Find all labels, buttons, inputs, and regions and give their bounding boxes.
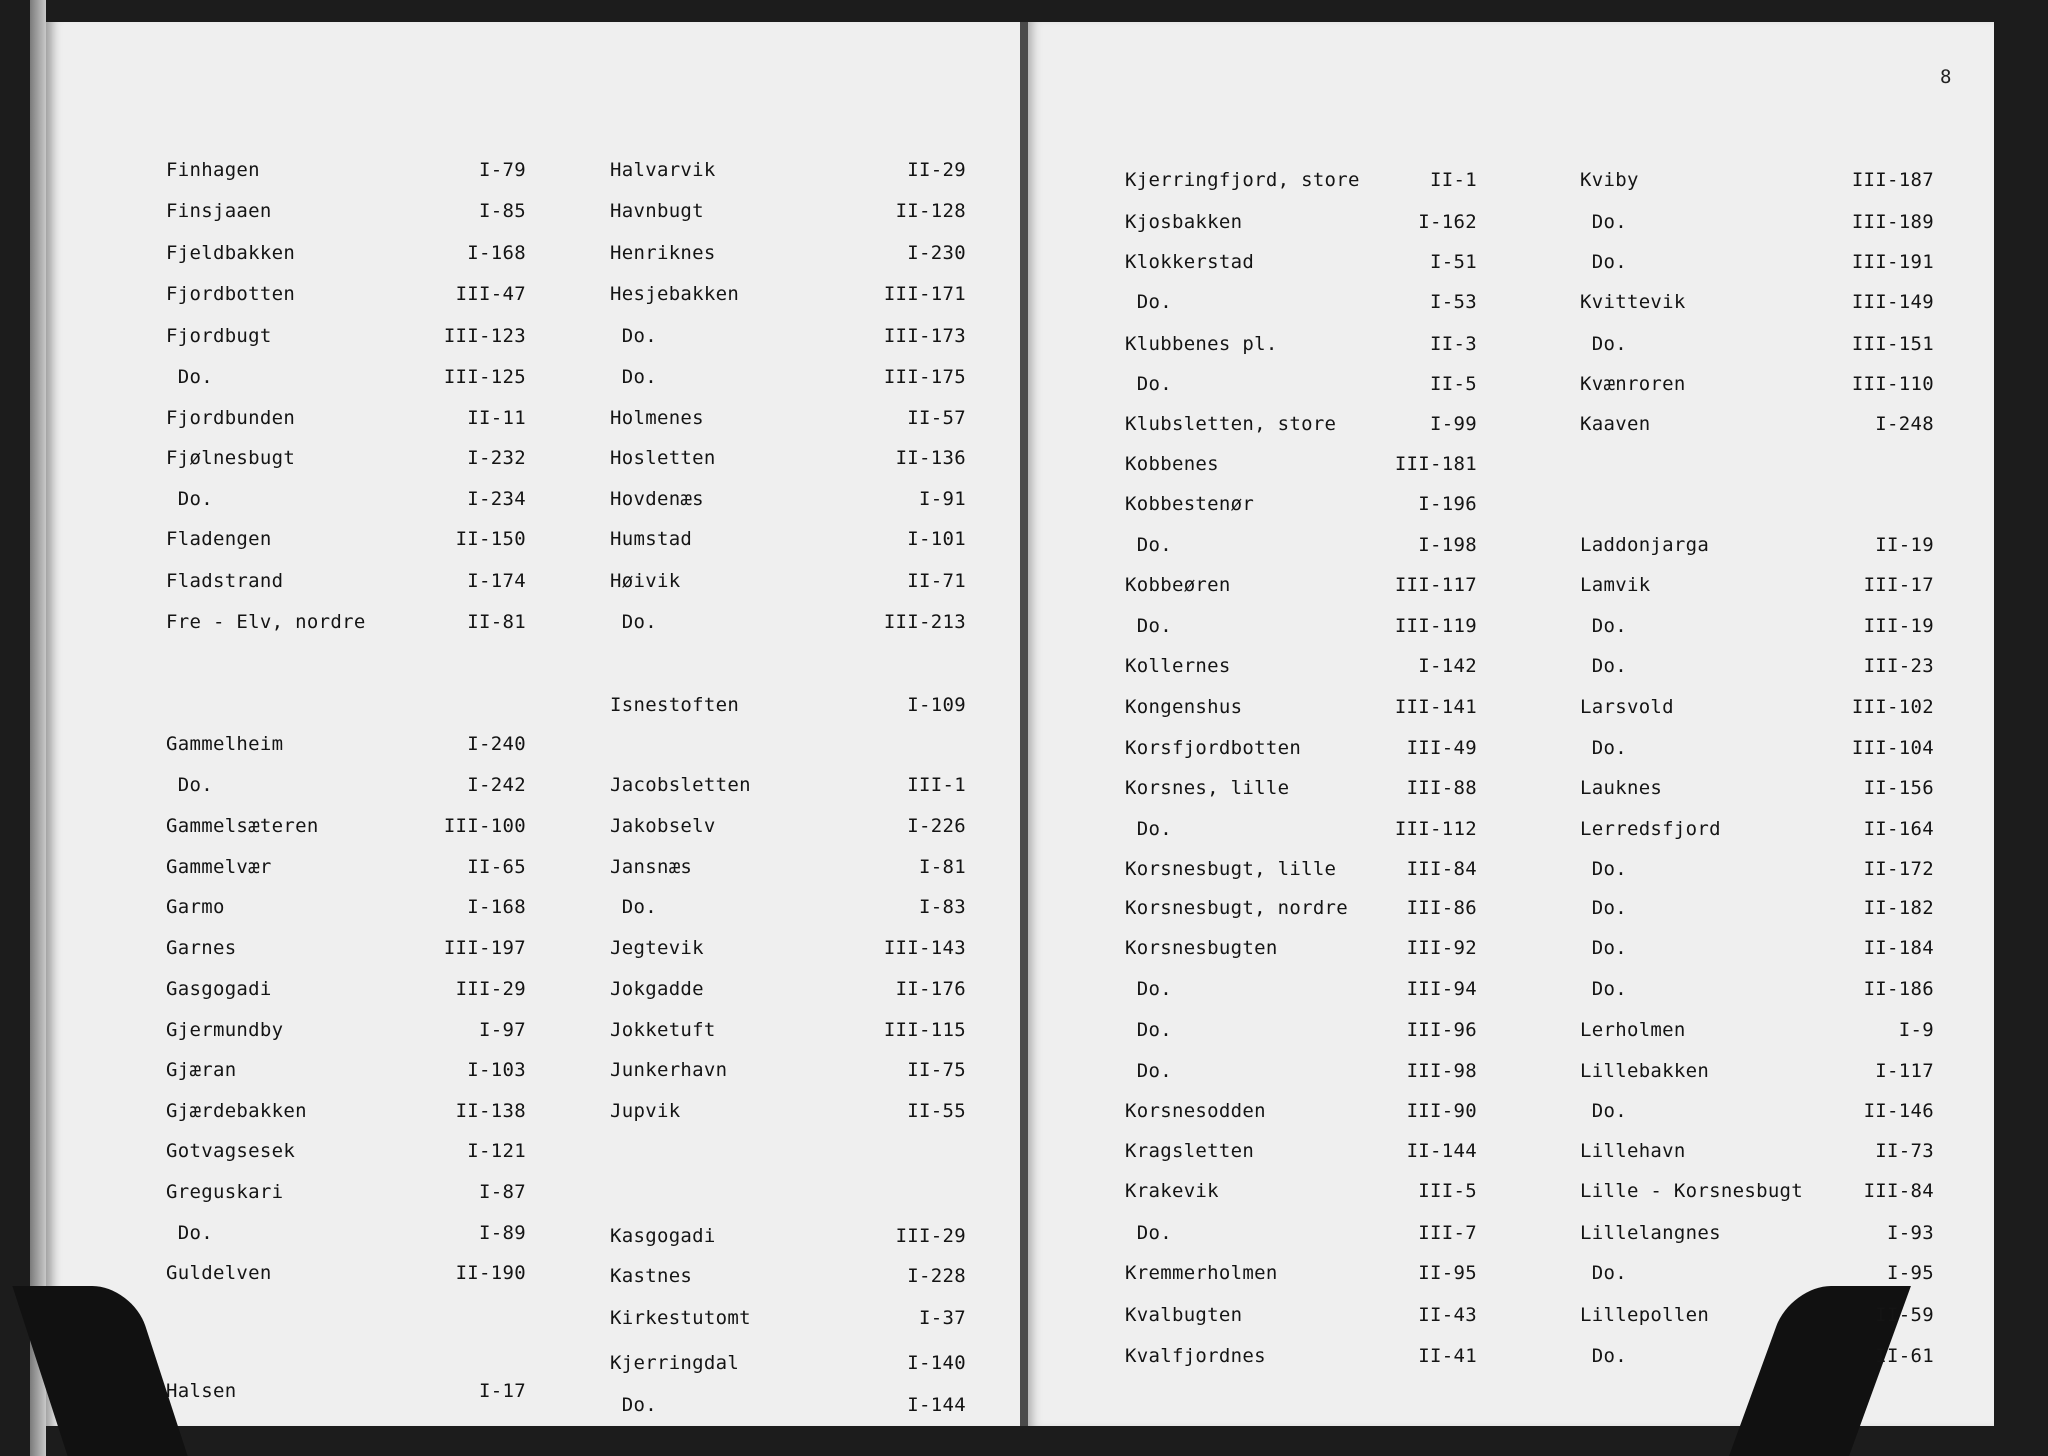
entry-name: Gammelheim [166, 733, 284, 755]
entry-reference: I-198 [1418, 534, 1477, 556]
entry-reference: III-19 [1863, 615, 1934, 637]
entry-reference: III-191 [1851, 251, 1934, 273]
entry-name: Finhagen [166, 159, 260, 181]
entry-reference: II-43 [1418, 1304, 1477, 1326]
entry-reference: III-100 [443, 815, 526, 837]
entry-name: Kjosbakken [1125, 211, 1243, 233]
entry-name: Fjølnesbugt [166, 447, 296, 469]
left-page [46, 22, 1023, 1426]
entry-reference: III-112 [1394, 818, 1477, 840]
entry-reference: II-1 [1430, 169, 1477, 191]
entry-name: Gotvagsesek [166, 1140, 296, 1162]
entry-reference: II-186 [1863, 978, 1934, 1000]
entry-reference: III-119 [1394, 615, 1477, 637]
entry-name: Fjordbotten [166, 283, 296, 305]
entry-name: Kjerringfjord, store [1125, 169, 1360, 191]
entry-reference: II-150 [455, 528, 526, 550]
entry-name: Junkerhavn [610, 1059, 728, 1081]
entry-name: Finsjaaen [166, 200, 272, 222]
entry-name: Garnes [166, 937, 237, 959]
entry-name: Klubbenes pl. [1125, 333, 1278, 355]
entry-reference: I-240 [467, 733, 526, 755]
entry-name: Kvittevik [1580, 291, 1686, 313]
entry-name: Lerholmen [1580, 1019, 1686, 1041]
entry-reference: II-184 [1863, 937, 1934, 959]
entry-name: Gammelvær [166, 856, 272, 878]
entry-reference: II-61 [1875, 1345, 1934, 1367]
entry-name: Gjæran [166, 1059, 237, 1081]
entry-reference: III-49 [1406, 737, 1477, 759]
entry-name: Kobbestenør [1125, 493, 1255, 515]
book-gutter [1020, 22, 1028, 1426]
entry-reference: I-142 [1418, 655, 1477, 677]
entry-reference: III-175 [883, 366, 966, 388]
entry-name: Do. [610, 1394, 657, 1416]
entry-name: Do. [1125, 373, 1172, 395]
entry-reference: I-91 [919, 488, 966, 510]
entry-reference: III-96 [1406, 1019, 1477, 1041]
entry-name: Jansnæs [610, 856, 693, 878]
entry-reference: I-242 [467, 774, 526, 796]
entry-name: Do. [166, 774, 213, 796]
entry-reference: II-128 [895, 200, 966, 222]
entry-reference: III-17 [1863, 574, 1934, 596]
entry-reference: II-144 [1406, 1140, 1477, 1162]
entry-reference: III-110 [1851, 373, 1934, 395]
entry-reference: II-29 [907, 159, 966, 181]
entry-reference: II-146 [1863, 1100, 1934, 1122]
entry-name: Fladengen [166, 528, 272, 550]
entry-name: Do. [1580, 858, 1627, 880]
entry-reference: I-117 [1875, 1060, 1934, 1082]
entry-name: Hosletten [610, 447, 716, 469]
entry-name: Halvarvik [610, 159, 716, 181]
entry-name: Do. [1125, 291, 1172, 313]
entry-reference: I-144 [907, 1394, 966, 1416]
entry-name: Hesjebakken [610, 283, 740, 305]
entry-name: Høivik [610, 570, 681, 592]
entry-name: Greguskari [166, 1181, 284, 1203]
entry-reference: III-173 [883, 325, 966, 347]
entry-reference: III-1 [907, 774, 966, 796]
entry-reference: I-9 [1898, 1019, 1934, 1041]
entry-name: Do. [1125, 534, 1172, 556]
entry-name: Korsfjordbotten [1125, 737, 1302, 759]
entry-name: Halsen [166, 1380, 237, 1402]
entry-name: Humstad [610, 528, 693, 550]
entry-reference: III-213 [883, 611, 966, 633]
entry-name: Gammelsæteren [166, 815, 319, 837]
scan-border-left [0, 0, 46, 1456]
entry-name: Laddonjarga [1580, 534, 1710, 556]
entry-reference: I-168 [467, 896, 526, 918]
entry-reference: III-125 [443, 366, 526, 388]
entry-reference: II-55 [907, 1100, 966, 1122]
entry-name: Do. [1580, 655, 1627, 677]
entry-name: Do. [610, 325, 657, 347]
entry-name: Fjeldbakken [166, 242, 296, 264]
entry-reference: I-232 [467, 447, 526, 469]
entry-reference: III-181 [1394, 453, 1477, 475]
entry-name: Do. [1580, 937, 1627, 959]
entry-name: Do. [1580, 333, 1627, 355]
entry-name: Do. [1580, 1345, 1627, 1367]
entry-name: Do. [1580, 978, 1627, 1000]
entry-reference: I-81 [919, 856, 966, 878]
entry-reference: I-226 [907, 815, 966, 837]
entry-reference: III-98 [1406, 1060, 1477, 1082]
entry-reference: III-143 [883, 937, 966, 959]
entry-reference: I-121 [467, 1140, 526, 1162]
entry-reference: I-234 [467, 488, 526, 510]
entry-name: Kvalbugten [1125, 1304, 1243, 1326]
entry-reference: I-79 [479, 159, 526, 181]
entry-reference: I-162 [1418, 211, 1477, 233]
entry-name: Korsnesbugten [1125, 937, 1278, 959]
entry-name: Kollernes [1125, 655, 1231, 677]
entry-reference: II-5 [1430, 373, 1477, 395]
entry-name: Lamvik [1580, 574, 1651, 596]
entry-reference: III-47 [455, 283, 526, 305]
entry-reference: II-65 [467, 856, 526, 878]
entry-reference: I-109 [907, 694, 966, 716]
entry-reference: II-164 [1863, 818, 1934, 840]
entry-name: Do. [1125, 615, 1172, 637]
entry-name: Kaaven [1580, 413, 1651, 435]
entry-name: Kongenshus [1125, 696, 1243, 718]
entry-reference: I-168 [467, 242, 526, 264]
entry-reference: III-141 [1394, 696, 1477, 718]
entry-reference: I-101 [907, 528, 966, 550]
entry-name: Korsnesbugt, lille [1125, 858, 1337, 880]
entry-name: Holmenes [610, 407, 704, 429]
entry-reference: III-29 [895, 1225, 966, 1247]
entry-name: Do. [166, 366, 213, 388]
entry-reference: II-73 [1875, 1140, 1934, 1162]
entry-name: Do. [1125, 1019, 1172, 1041]
entry-name: Do. [610, 896, 657, 918]
entry-reference: III-123 [443, 325, 526, 347]
entry-reference: III-7 [1418, 1222, 1477, 1244]
entry-name: Krakevik [1125, 1180, 1219, 1202]
entry-name: Kragsletten [1125, 1140, 1255, 1162]
entry-reference: II-41 [1418, 1345, 1477, 1367]
entry-name: Havnbugt [610, 200, 704, 222]
entry-name: Lillelangnes [1580, 1222, 1721, 1244]
entry-reference: I-51 [1430, 251, 1477, 273]
entry-reference: I-89 [479, 1222, 526, 1244]
entry-name: Do. [1580, 897, 1627, 919]
entry-name: Do. [1580, 1262, 1627, 1284]
entry-reference: III-5 [1418, 1180, 1477, 1202]
entry-reference: III-104 [1851, 737, 1934, 759]
entry-reference: I-95 [1887, 1262, 1934, 1284]
entry-reference: I-248 [1875, 413, 1934, 435]
entry-reference: I-99 [1430, 413, 1477, 435]
entry-name: Hovdenæs [610, 488, 704, 510]
entry-name: Kastnes [610, 1265, 693, 1287]
entry-reference: III-102 [1851, 696, 1934, 718]
entry-name: Do. [1580, 211, 1627, 233]
entry-name: Garmo [166, 896, 225, 918]
entry-name: Jegtevik [610, 937, 704, 959]
entry-name: Lillehavn [1580, 1140, 1686, 1162]
entry-name: Do. [166, 1222, 213, 1244]
entry-reference: III-171 [883, 283, 966, 305]
entry-name: Lillepollen [1580, 1304, 1710, 1326]
entry-name: Do. [1125, 1060, 1172, 1082]
entry-name: Do. [1580, 615, 1627, 637]
entry-reference: III-187 [1851, 169, 1934, 191]
entry-name: Larsvold [1580, 696, 1674, 718]
entry-reference: I-87 [479, 1181, 526, 1203]
entry-name: Jacobsletten [610, 774, 751, 796]
entry-reference: III-189 [1851, 211, 1934, 233]
entry-name: Klubsletten, store [1125, 413, 1337, 435]
entry-name: Jakobselv [610, 815, 716, 837]
entry-reference: I-53 [1430, 291, 1477, 313]
entry-name: Do. [166, 488, 213, 510]
entry-reference: I-97 [479, 1019, 526, 1041]
entry-name: Kvænroren [1580, 373, 1686, 395]
entry-reference: III-151 [1851, 333, 1934, 355]
entry-reference: III-86 [1406, 897, 1477, 919]
entry-reference: I-230 [907, 242, 966, 264]
entry-name: Fjordbugt [166, 325, 272, 347]
entry-name: Lerredsfjord [1580, 818, 1721, 840]
entry-name: Do. [1580, 1100, 1627, 1122]
entry-name: Korsnesbugt, nordre [1125, 897, 1349, 919]
entry-name: Do. [1580, 251, 1627, 273]
entry-reference: II-156 [1863, 777, 1934, 799]
entry-reference: III-115 [883, 1019, 966, 1041]
entry-reference: III-94 [1406, 978, 1477, 1000]
entry-reference: II-3 [1430, 333, 1477, 355]
entry-reference: II-11 [467, 407, 526, 429]
entry-name: Do. [1125, 1222, 1172, 1244]
entry-reference: III-29 [455, 978, 526, 1000]
entry-reference: II-136 [895, 447, 966, 469]
entry-name: Kremmerholmen [1125, 1262, 1278, 1284]
entry-name: Gjærdebakken [166, 1100, 307, 1122]
entry-name: Guldelven [166, 1262, 272, 1284]
entry-name: Fjordbunden [166, 407, 296, 429]
entry-name: Lille - Korsnesbugt [1580, 1180, 1804, 1202]
entry-reference: II-59 [1875, 1304, 1934, 1326]
entry-name: Kjerringdal [610, 1352, 740, 1374]
entry-reference: I-140 [907, 1352, 966, 1374]
entry-name: Kviby [1580, 169, 1639, 191]
entry-name: Do. [1580, 737, 1627, 759]
entry-reference: III-84 [1406, 858, 1477, 880]
entry-reference: III-149 [1851, 291, 1934, 313]
entry-name: Kobbeøren [1125, 574, 1231, 596]
entry-name: Do. [610, 366, 657, 388]
entry-name: Gjermundby [166, 1019, 284, 1041]
entry-reference: III-117 [1394, 574, 1477, 596]
entry-reference: II-81 [467, 611, 526, 633]
entry-reference: I-17 [479, 1380, 526, 1402]
entry-reference: II-57 [907, 407, 966, 429]
entry-reference: III-197 [443, 937, 526, 959]
entry-reference: III-88 [1406, 777, 1477, 799]
entry-name: Kirkestutomt [610, 1307, 751, 1329]
entry-name: Fladstrand [166, 570, 284, 592]
entry-name: Kasgogadi [610, 1225, 716, 1247]
page-number: 8 [1940, 66, 1952, 88]
entry-reference: I-83 [919, 896, 966, 918]
entry-reference: I-37 [919, 1307, 966, 1329]
entry-name: Kobbenes [1125, 453, 1219, 475]
entry-name: Do. [1125, 818, 1172, 840]
entry-reference: II-190 [455, 1262, 526, 1284]
entry-name: Jupvik [610, 1100, 681, 1122]
entry-name: Korsnesodden [1125, 1100, 1266, 1122]
entry-reference: II-138 [455, 1100, 526, 1122]
entry-reference: III-92 [1406, 937, 1477, 959]
entry-reference: II-182 [1863, 897, 1934, 919]
entry-reference: III-90 [1406, 1100, 1477, 1122]
entry-reference: II-71 [907, 570, 966, 592]
entry-name: Lauknes [1580, 777, 1663, 799]
entry-name: Isnestoften [610, 694, 740, 716]
entry-name: Kvalfjordnes [1125, 1345, 1266, 1367]
entry-reference: I-174 [467, 570, 526, 592]
entry-reference: III-23 [1863, 655, 1934, 677]
entry-reference: II-19 [1875, 534, 1934, 556]
entry-reference: I-85 [479, 200, 526, 222]
entry-name: Gasgogadi [166, 978, 272, 1000]
entry-reference: I-228 [907, 1265, 966, 1287]
entry-name: Jokketuft [610, 1019, 716, 1041]
entry-reference: I-196 [1418, 493, 1477, 515]
entry-name: Fre - Elv, nordre [166, 611, 366, 633]
entry-reference: II-176 [895, 978, 966, 1000]
entry-name: Klokkerstad [1125, 251, 1255, 273]
entry-reference: II-172 [1863, 858, 1934, 880]
entry-reference: II-95 [1418, 1262, 1477, 1284]
entry-name: Lillebakken [1580, 1060, 1710, 1082]
entry-name: Do. [610, 611, 657, 633]
entry-reference: I-103 [467, 1059, 526, 1081]
entry-name: Do. [1125, 978, 1172, 1000]
entry-name: Jokgadde [610, 978, 704, 1000]
entry-name: Korsnes, lille [1125, 777, 1290, 799]
entry-reference: I-93 [1887, 1222, 1934, 1244]
entry-name: Henriknes [610, 242, 716, 264]
entry-reference: II-75 [907, 1059, 966, 1081]
entry-reference: III-84 [1863, 1180, 1934, 1202]
